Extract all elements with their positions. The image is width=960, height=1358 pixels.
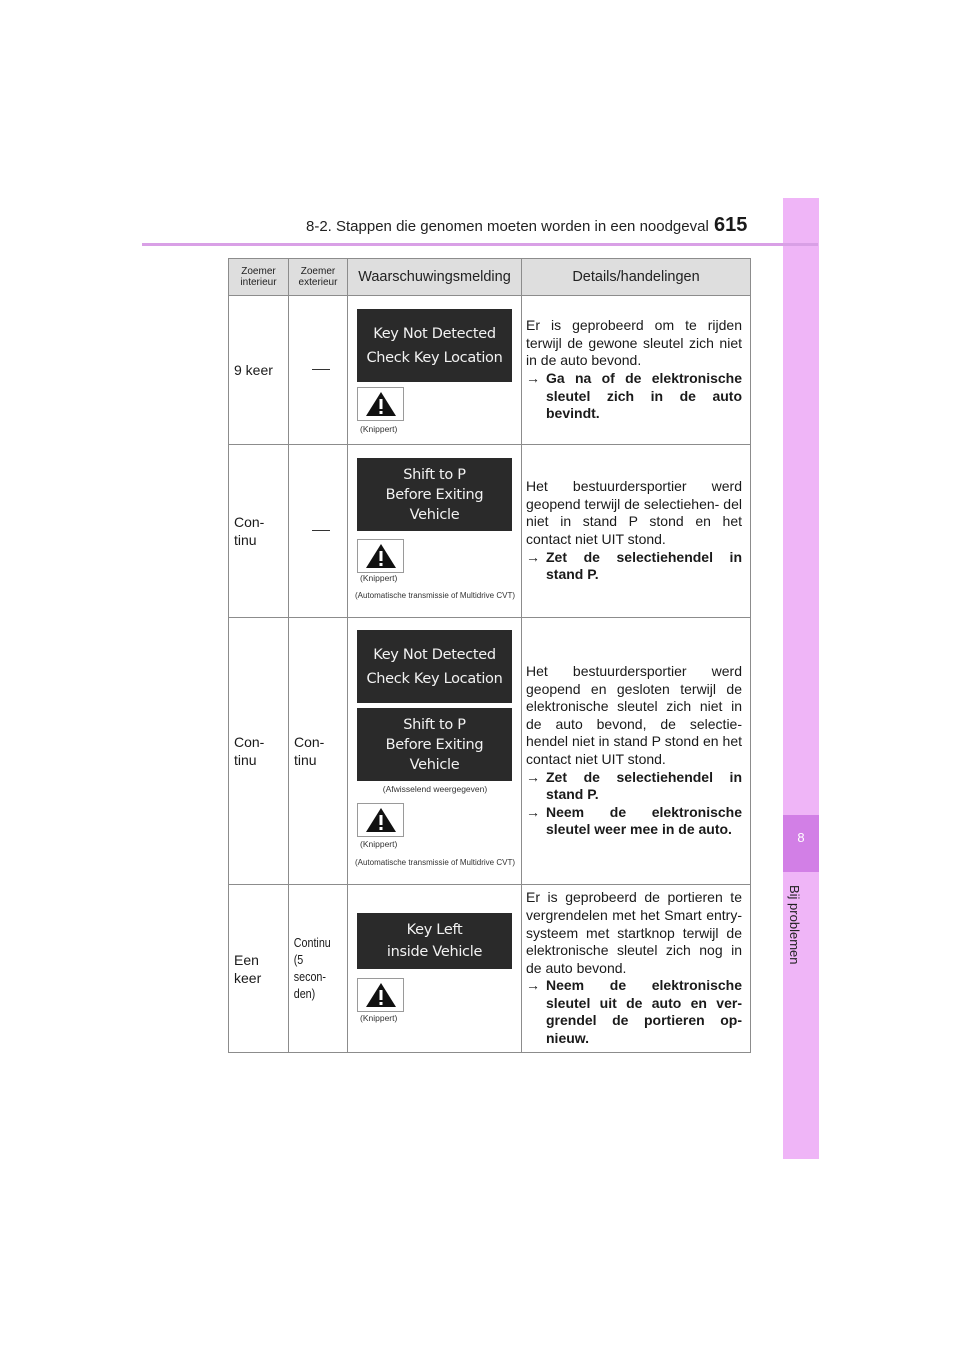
detail-text: Het bestuurdersportier werd geopend terwijl de selectiehen- del niet in stand P stond en het contact niet UIT stond.	[526, 478, 742, 547]
display-line: Before Exiting	[385, 736, 484, 753]
detail-text: Het bestuurdersportier werd geopend en gesloten terwijl de elektronische sleutel zich niet in de auto bevond, de selectie- hendel niet in stand P stond en het contact niet UIT stond.	[526, 663, 742, 767]
arrow-right-icon: →	[526, 803, 540, 820]
blink-caption: (Knippert)	[360, 1013, 398, 1023]
display-shift-to-p	[357, 458, 512, 531]
details-cell	[522, 885, 751, 1053]
display-line: Key Left	[406, 922, 463, 938]
action-text: Neem de elektronische sleutel weer mee in de auto.	[546, 803, 742, 838]
blink-caption: (Knippert)	[360, 424, 398, 434]
side-tab	[783, 198, 819, 1159]
warning-light	[357, 803, 404, 837]
action-text: Neem de elektronische sleutel uit de auto en ver- grendel de portieren op- nieuw.	[546, 977, 742, 1047]
warning-message-table	[228, 258, 751, 1053]
display-cell	[348, 445, 522, 618]
header-rule	[142, 243, 818, 246]
table-row	[229, 296, 751, 445]
display-line: Check Key Location	[366, 670, 503, 687]
display-key-left-inside	[357, 913, 512, 969]
display-line: Shift to P	[403, 466, 466, 483]
buzzer-interior-cell: Een keer	[229, 885, 289, 1053]
display-cell	[348, 296, 522, 445]
display-line: inside Vehicle	[386, 944, 483, 960]
action-item	[526, 977, 742, 1047]
display-line: Key Not Detected	[373, 646, 496, 663]
buzzer-interior-cell: Con- tinu	[229, 445, 289, 618]
display-line: Key Not Detected	[373, 325, 496, 342]
blink-caption: (Knippert)	[360, 839, 398, 849]
warning-light	[357, 978, 404, 1012]
buzzer-exterior-cell: Continu (5 secon- den)	[289, 885, 340, 1053]
buzzer-interior-cell: 9 keer	[229, 296, 289, 445]
arrow-right-icon: →	[526, 977, 540, 994]
details-cell	[522, 445, 751, 618]
action-text: Ga na of de elektronische sleutel zich in de auto bevindt.	[546, 370, 742, 422]
table-row	[229, 885, 751, 1053]
buzzer-exterior-cell	[289, 296, 348, 445]
header-buzzer-exterior: Zoemer exterieur	[289, 259, 348, 296]
display-key-not-detected	[357, 630, 512, 703]
action-text: Zet de selectiehendel in stand P.	[546, 548, 742, 583]
display-line: Before Exiting	[385, 486, 484, 503]
details-cell	[522, 296, 751, 445]
warning-light	[357, 387, 404, 421]
detail-text: Er is geprobeerd om te rijden terwijl de gewone sleutel zich niet in de auto bevond.	[526, 317, 742, 369]
header-buzzer-interior: Zoemer interieur	[229, 259, 289, 296]
action-item	[526, 549, 742, 584]
action-item	[526, 769, 742, 804]
table-row	[229, 445, 751, 618]
display-line: Shift to P	[403, 716, 466, 733]
details-cell	[522, 618, 751, 885]
dash-none	[312, 369, 330, 370]
display-line: Check Key Location	[366, 349, 503, 366]
arrow-right-icon: →	[526, 370, 540, 386]
display-shift-to-p	[357, 708, 512, 781]
transmission-note: (Automatische transmissie of Multidrive CVT)	[354, 591, 516, 600]
display-line: Vehicle	[409, 756, 460, 773]
chapter-label: Bij problemen	[787, 885, 802, 965]
section-title: 8-2. Stappen die genomen moeten worden in een noodgeval	[306, 218, 709, 235]
action-item	[526, 370, 742, 423]
header-warning-message: Waarschuwingsmelding	[348, 259, 522, 296]
transmission-note: (Automatische transmissie of Multidrive CVT)	[354, 858, 516, 867]
buzzer-interior-cell: Con- tinu	[229, 618, 289, 885]
action-item	[526, 804, 742, 839]
table-header-row	[229, 259, 751, 296]
buzzer-exterior-cell	[289, 445, 348, 618]
detail-text: Er is geprobeerd de portieren te vergrendelen met het Smart entry-systeem met startknop terwijl de elektronische sleutel zich nog in de auto bevond.	[526, 889, 742, 976]
page-number: 615	[714, 214, 748, 236]
table-row	[229, 618, 751, 885]
warning-triangle-icon	[364, 806, 398, 834]
warning-light	[357, 539, 404, 573]
warning-triangle-icon	[364, 390, 398, 418]
arrow-right-icon: →	[526, 548, 540, 565]
dash-none	[312, 530, 330, 531]
arrow-right-icon: →	[526, 768, 540, 785]
display-line: Vehicle	[409, 506, 460, 523]
blink-caption: (Knippert)	[360, 573, 398, 583]
chapter-number: 8	[797, 830, 805, 845]
display-key-not-detected	[357, 309, 512, 382]
warning-triangle-icon	[364, 981, 398, 1009]
display-cell	[348, 618, 522, 885]
alternate-caption: (Afwisselend weergegeven)	[382, 784, 488, 794]
warning-triangle-icon	[364, 542, 398, 570]
buzzer-exterior-cell: Con- tinu	[289, 618, 348, 885]
header-details-actions: Details/handelingen	[522, 259, 751, 296]
action-text: Zet de selectiehendel in stand P.	[546, 768, 742, 803]
display-cell	[348, 885, 522, 1053]
